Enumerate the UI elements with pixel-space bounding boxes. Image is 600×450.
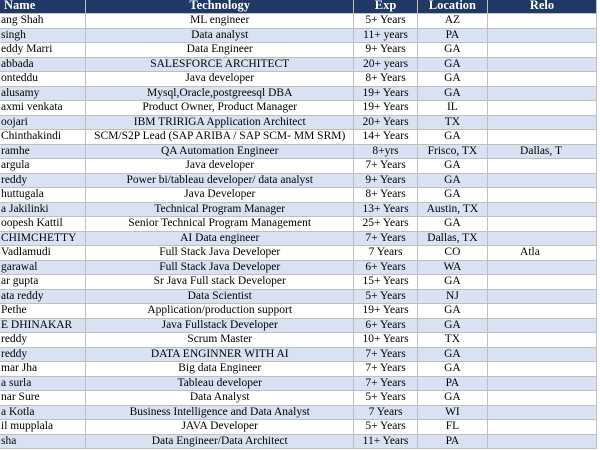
table-row (0, 376, 597, 391)
cell-rel[interactable] (488, 333, 597, 348)
table-row (0, 159, 597, 174)
cell-name[interactable]: ata reddy (0, 289, 86, 304)
cell-tech[interactable]: Java Fullstack Developer (86, 318, 354, 333)
table-row (0, 231, 597, 246)
cell-loc[interactable]: GA (417, 43, 487, 58)
cell-loc[interactable]: PA (417, 376, 487, 391)
cell-name[interactable]: sha (0, 434, 86, 449)
cell-exp[interactable]: 7+ Years (354, 376, 418, 391)
cell-tech[interactable]: Full Stack Java Developer (86, 246, 354, 261)
cell-name[interactable]: oopesh Kattil (0, 217, 86, 232)
cell-rel[interactable] (488, 101, 597, 116)
cell-exp[interactable]: 15+ Years (354, 275, 418, 290)
cell-rel[interactable] (488, 275, 597, 290)
cell-name[interactable]: il mupplala (0, 420, 86, 435)
cell-exp[interactable]: 5+ Years (354, 420, 418, 435)
cell-rel[interactable] (488, 202, 597, 217)
table-row (0, 275, 597, 290)
table-row (0, 202, 597, 217)
cell-name[interactable]: reddy (0, 347, 86, 362)
cell-tech[interactable]: IBM TRIRIGA Application Architect (86, 115, 354, 130)
table-row (0, 28, 597, 43)
cell-loc[interactable]: TX (417, 333, 487, 348)
cell-name[interactable]: abbada (0, 57, 86, 72)
cell-exp[interactable]: 5+ Years (354, 14, 418, 29)
table-row (0, 173, 597, 188)
cell-rel[interactable] (488, 289, 597, 304)
cell-loc[interactable]: PA (417, 28, 487, 43)
cell-tech[interactable]: Data Analyst (86, 391, 354, 406)
cell-rel[interactable] (488, 217, 597, 232)
cell-exp[interactable]: 19+ Years (354, 101, 418, 116)
cell-name[interactable]: axmi venkata (0, 101, 86, 116)
cell-rel[interactable] (488, 188, 597, 203)
table-row (0, 289, 597, 304)
cell-tech[interactable]: Sr Java Full stack Developer (86, 275, 354, 290)
cell-name[interactable]: ang Shah (0, 14, 86, 29)
cell-name[interactable]: garawal (0, 260, 86, 275)
table-row (0, 72, 597, 87)
table-row (0, 144, 597, 159)
cell-tech[interactable]: Senior Technical Program Management (86, 217, 354, 232)
cell-tech[interactable]: Data Engineer (86, 43, 354, 58)
cell-rel[interactable]: Atla (488, 246, 597, 261)
cell-tech[interactable]: Application/production support (86, 304, 354, 319)
cell-exp[interactable]: 19+ Years (354, 304, 418, 319)
table-row (0, 188, 597, 203)
cell-name[interactable]: huttugala (0, 188, 86, 203)
cell-loc[interactable]: AZ (417, 14, 487, 29)
cell-name[interactable]: a Kotla (0, 405, 86, 420)
cell-tech[interactable]: Product Owner, Product Manager (86, 101, 354, 116)
cell-name[interactable]: Chinthakindi (0, 130, 86, 145)
cell-loc[interactable]: CO (417, 246, 487, 261)
cell-name[interactable]: alusamy (0, 86, 86, 101)
cell-name[interactable]: a surla (0, 376, 86, 391)
cell-name[interactable]: reddy (0, 173, 86, 188)
cell-loc[interactable]: GA (417, 159, 487, 174)
cell-exp[interactable]: 9+ Years (354, 43, 418, 58)
table-row (0, 14, 597, 29)
table-row (0, 362, 597, 377)
cell-loc[interactable]: GA (417, 217, 487, 232)
cell-exp[interactable]: 7 Years (354, 246, 418, 261)
cell-tech[interactable]: ML engineer (86, 14, 354, 29)
cell-loc[interactable]: Frisco, TX (417, 144, 487, 159)
cell-tech[interactable]: QA Automation Engineer (86, 144, 354, 159)
cell-tech[interactable]: Power bi/tableau developer/ data analyst (86, 173, 354, 188)
cell-loc[interactable]: GA (417, 318, 487, 333)
cell-exp[interactable]: 25+ Years (354, 217, 418, 232)
cell-loc[interactable]: GA (417, 188, 487, 203)
cell-rel[interactable] (488, 14, 597, 29)
cell-loc[interactable]: GA (417, 57, 487, 72)
cell-loc[interactable]: GA (417, 130, 487, 145)
cell-rel[interactable]: Dallas, T (488, 144, 597, 159)
cell-rel[interactable] (488, 304, 597, 319)
cell-rel[interactable] (488, 260, 597, 275)
cell-tech[interactable]: Data analyst (86, 28, 354, 43)
cell-tech[interactable]: Data Scientist (86, 289, 354, 304)
cell-exp[interactable]: 8+yrs (354, 144, 418, 159)
cell-name[interactable]: Pethe (0, 304, 86, 319)
cell-rel[interactable] (488, 86, 597, 101)
table-row (0, 130, 597, 145)
table-row (0, 43, 597, 58)
cell-tech[interactable]: SALESFORCE ARCHITECT (86, 57, 354, 72)
cell-exp[interactable]: 8+ Years (354, 188, 418, 203)
cell-loc[interactable]: GA (417, 362, 487, 377)
cell-rel[interactable] (488, 434, 597, 449)
table-row (0, 115, 597, 130)
cell-tech[interactable]: Java Developer (86, 188, 354, 203)
cell-tech[interactable]: Data Engineer/Data Architect (86, 434, 354, 449)
cell-loc[interactable]: NJ (417, 289, 487, 304)
cell-rel[interactable] (488, 28, 597, 43)
table-row (0, 333, 597, 348)
cell-tech[interactable]: Java developer (86, 72, 354, 87)
cell-loc[interactable]: WA (417, 260, 487, 275)
cell-rel[interactable] (488, 159, 597, 174)
cell-exp[interactable]: 10+ Years (354, 333, 418, 348)
cell-exp[interactable]: 19+ Years (354, 86, 418, 101)
table-row (0, 391, 597, 406)
cell-loc[interactable]: GA (417, 275, 487, 290)
cell-exp[interactable]: 9+ Years (354, 173, 418, 188)
cell-rel[interactable] (488, 115, 597, 130)
cell-name[interactable]: ar gupta (0, 275, 86, 290)
cell-rel[interactable] (488, 391, 597, 406)
cell-loc[interactable]: PA (417, 434, 487, 449)
header-exp: Exp (354, 0, 418, 14)
table-row (0, 420, 597, 435)
cell-exp[interactable]: 7+ Years (354, 362, 418, 377)
table-row (0, 304, 597, 319)
cell-name[interactable]: eddy Marri (0, 43, 86, 58)
cell-rel[interactable] (488, 72, 597, 87)
table-row (0, 101, 597, 116)
cell-loc[interactable]: Dallas, TX (417, 231, 487, 246)
cell-rel[interactable] (488, 405, 597, 420)
cell-rel[interactable] (488, 57, 597, 72)
table-row (0, 347, 597, 362)
header-relocation: Relo (488, 0, 597, 14)
cell-tech[interactable]: DATA ENGINNER WITH AI (86, 347, 354, 362)
cell-rel[interactable] (488, 362, 597, 377)
cell-name[interactable]: oojari (0, 115, 86, 130)
cell-rel[interactable] (488, 420, 597, 435)
cell-name[interactable]: ramhe (0, 144, 86, 159)
cell-name[interactable]: mar Jha (0, 362, 86, 377)
table-row (0, 405, 597, 420)
table-row (0, 434, 597, 449)
cell-exp[interactable]: 7+ Years (354, 159, 418, 174)
header-name: Name (0, 0, 86, 14)
cell-tech[interactable]: Full Stack Java Developer (86, 260, 354, 275)
cell-exp[interactable]: 5+ Years (354, 391, 418, 406)
cell-rel[interactable] (488, 231, 597, 246)
cell-name[interactable]: a Jakilinki (0, 202, 86, 217)
cell-name[interactable]: nar Sure (0, 391, 86, 406)
cell-exp[interactable]: 6+ Years (354, 318, 418, 333)
cell-name[interactable]: onteddu (0, 72, 86, 87)
table-row (0, 86, 597, 101)
cell-rel[interactable] (488, 173, 597, 188)
header-technology: Technology (86, 0, 354, 14)
cell-loc[interactable]: GA (417, 86, 487, 101)
cell-rel[interactable] (488, 43, 597, 58)
cell-name[interactable]: reddy (0, 333, 86, 348)
cell-loc[interactable]: WI (417, 405, 487, 420)
cell-exp[interactable]: 13+ Years (354, 202, 418, 217)
cell-loc[interactable]: GA (417, 304, 487, 319)
cell-tech[interactable]: AI Data engineer (86, 231, 354, 246)
cell-rel[interactable] (488, 130, 597, 145)
cell-loc[interactable]: GA (417, 347, 487, 362)
table-row (0, 217, 597, 232)
cell-rel[interactable] (488, 347, 597, 362)
cell-loc[interactable]: Austin, TX (417, 202, 487, 217)
cell-tech[interactable]: Business Intelligence and Data Analyst (86, 405, 354, 420)
table-row (0, 260, 597, 275)
cell-exp[interactable]: 8+ Years (354, 72, 418, 87)
header-row (0, 0, 597, 14)
cell-loc[interactable]: FL (417, 420, 487, 435)
table-row (0, 318, 597, 333)
cell-exp[interactable]: 7+ Years (354, 347, 418, 362)
cell-name[interactable]: E DHINAKAR (0, 318, 86, 333)
cell-exp[interactable]: 5+ Years (354, 289, 418, 304)
table-row (0, 57, 597, 72)
cell-tech[interactable]: Java developer (86, 159, 354, 174)
header-location: Location (417, 0, 487, 14)
cell-loc[interactable]: IL (417, 101, 487, 116)
cell-exp[interactable]: 20+ years (354, 57, 418, 72)
cell-exp[interactable]: 7 Years (354, 405, 418, 420)
cell-loc[interactable]: TX (417, 115, 487, 130)
cell-tech[interactable]: Technical Program Manager (86, 202, 354, 217)
cell-tech[interactable]: Tableau developer (86, 376, 354, 391)
cell-exp[interactable]: 11+ Years (354, 434, 418, 449)
cell-loc[interactable]: GA (417, 391, 487, 406)
cell-rel[interactable] (488, 376, 597, 391)
cell-name[interactable]: CHIMCHETTY (0, 231, 86, 246)
table-row (0, 246, 597, 261)
cell-rel[interactable] (488, 318, 597, 333)
cell-exp[interactable]: 7+ Years (354, 231, 418, 246)
cell-exp[interactable]: 11+ years (354, 28, 418, 43)
cell-tech[interactable]: SCM/S2P Lead (SAP ARIBA / SAP SCM- MM SRM) (86, 130, 354, 145)
cell-exp[interactable]: 14+ Years (354, 130, 418, 145)
cell-loc[interactable]: GA (417, 173, 487, 188)
cell-name[interactable]: argula (0, 159, 86, 174)
cell-loc[interactable]: GA (417, 72, 487, 87)
cell-name[interactable]: Vadlamudi (0, 246, 86, 261)
cell-exp[interactable]: 6+ Years (354, 260, 418, 275)
cell-tech[interactable]: Scrum Master (86, 333, 354, 348)
cell-tech[interactable]: JAVA Developer (86, 420, 354, 435)
cell-tech[interactable]: Big data Engineer (86, 362, 354, 377)
cell-tech[interactable]: Mysql,Oracle,postgreesql DBA (86, 86, 354, 101)
cell-name[interactable]: singh (0, 28, 86, 43)
cell-exp[interactable]: 20+ Years (354, 115, 418, 130)
